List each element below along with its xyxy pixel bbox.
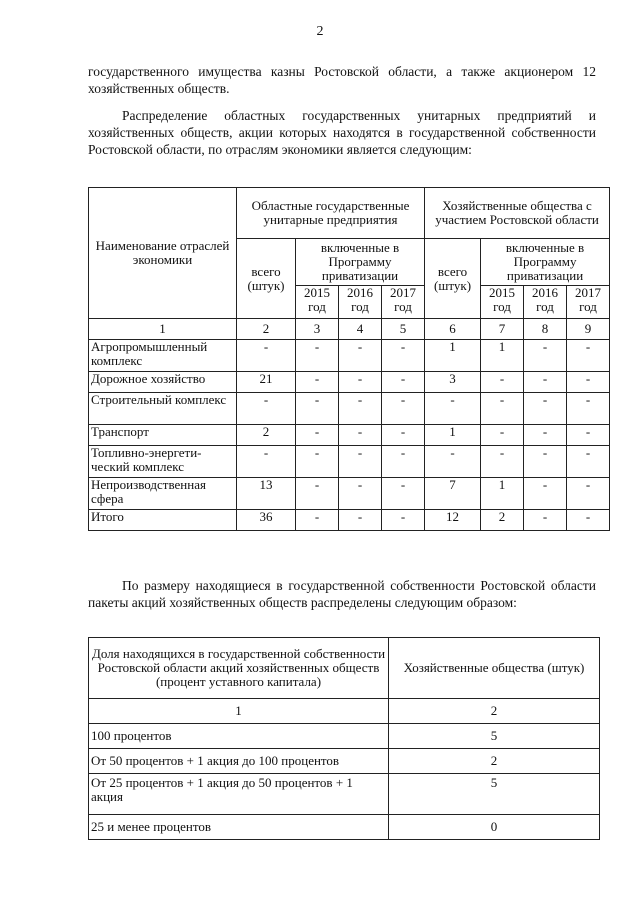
header-group-enterprises: Областные государственные унитарные предприятия — [237, 188, 425, 239]
table-row — [89, 724, 600, 749]
table-cell: - — [382, 510, 425, 531]
table-cell: - — [567, 478, 610, 510]
table-cell: - — [296, 340, 339, 372]
table-cell: - — [296, 425, 339, 446]
column-number: 6 — [425, 319, 481, 340]
table-cell: - — [481, 393, 524, 425]
table-cell: - — [382, 372, 425, 393]
header-year: 2017 год — [382, 286, 425, 319]
table-cell: - — [237, 446, 296, 478]
table-cell: 2 — [237, 425, 296, 446]
column-number: 9 — [567, 319, 610, 340]
table-cell: 36 — [237, 510, 296, 531]
table-cell: - — [296, 446, 339, 478]
table-row — [89, 815, 600, 840]
column-number: 1 — [89, 319, 237, 340]
table-cell: - — [524, 340, 567, 372]
header-companies-count: Хозяйственные общества (штук) — [389, 638, 600, 699]
header-group-companies: Хозяйственные общества с участием Ростовской области — [425, 188, 610, 239]
header-year: 2015 год — [296, 286, 339, 319]
sector-name: Строительный комплекс — [89, 393, 237, 425]
table-cell: - — [339, 478, 382, 510]
table-cell: - — [382, 425, 425, 446]
column-number: 2 — [389, 699, 600, 724]
paragraph-distribution: Распределение областных государственных унитарных предприятий и хозяйственных обществ, акции которых находятся в государственной собственности Ростовской области, по отраслям экономики является следующим: — [88, 108, 596, 157]
table-cell: - — [524, 372, 567, 393]
column-number: 3 — [296, 319, 339, 340]
header-year: 2015 год — [481, 286, 524, 319]
table-cell: - — [382, 393, 425, 425]
page-number: 2 — [316, 24, 324, 39]
table-row — [89, 372, 610, 393]
sectors-table — [88, 187, 610, 531]
companies-count: 5 — [389, 774, 600, 815]
table-cell: - — [481, 446, 524, 478]
table-cell: - — [339, 393, 382, 425]
table-row — [89, 340, 610, 372]
table-cell: - — [567, 446, 610, 478]
column-number: 2 — [237, 319, 296, 340]
table-cell: - — [567, 372, 610, 393]
companies-count: 2 — [389, 749, 600, 774]
table-row — [89, 446, 610, 478]
table-cell: - — [382, 340, 425, 372]
sector-name: Дорожное хозяйство — [89, 372, 237, 393]
share-label: 25 и менее процентов — [89, 815, 389, 840]
table-cell: 7 — [425, 478, 481, 510]
sector-name: Транспорт — [89, 425, 237, 446]
share-label: От 25 процентов + 1 акция до 50 процентов + 1 акция — [89, 774, 389, 815]
table-cell: 21 — [237, 372, 296, 393]
table-cell: - — [524, 393, 567, 425]
table-cell: - — [567, 340, 610, 372]
header-included-1: включенные в Программу приватизации — [296, 239, 425, 286]
table-cell: 1 — [481, 340, 524, 372]
table-cell: 3 — [425, 372, 481, 393]
companies-count: 0 — [389, 815, 600, 840]
header-year: 2017 год — [567, 286, 610, 319]
sector-name: Итого — [89, 510, 237, 531]
table-cell: - — [524, 510, 567, 531]
share-label: 100 процентов — [89, 724, 389, 749]
table-cell: - — [296, 372, 339, 393]
header-total-1: всего (штук) — [237, 239, 296, 319]
column-number: 1 — [89, 699, 389, 724]
table-row — [89, 774, 600, 815]
table-cell: 12 — [425, 510, 481, 531]
table-cell: 1 — [425, 425, 481, 446]
table-cell: - — [481, 425, 524, 446]
table-cell: 1 — [481, 478, 524, 510]
table-cell: - — [382, 446, 425, 478]
table-row — [89, 478, 610, 510]
table-cell: - — [567, 425, 610, 446]
table-row — [89, 425, 610, 446]
table-cell: - — [296, 478, 339, 510]
column-number: 4 — [339, 319, 382, 340]
table-cell: - — [339, 510, 382, 531]
header-sector-name: Наименование отраслей экономики — [89, 188, 237, 319]
table-cell: - — [382, 478, 425, 510]
table-cell: - — [339, 372, 382, 393]
table-cell: 2 — [481, 510, 524, 531]
table-cell: - — [524, 446, 567, 478]
sector-name: Непроизводственная сфера — [89, 478, 237, 510]
header-year: 2016 год — [524, 286, 567, 319]
shares-table — [88, 637, 600, 840]
table-cell: 13 — [237, 478, 296, 510]
table-cell: - — [425, 446, 481, 478]
sector-name: Топливно-энергети-ческий комплекс — [89, 446, 237, 478]
table-cell: - — [524, 478, 567, 510]
table-cell: - — [481, 372, 524, 393]
table-cell: 1 — [425, 340, 481, 372]
table-cell: - — [296, 393, 339, 425]
header-year: 2016 год — [339, 286, 382, 319]
table-cell: - — [237, 340, 296, 372]
table-row — [89, 510, 610, 531]
column-number: 7 — [481, 319, 524, 340]
table-cell: - — [425, 393, 481, 425]
table-row — [89, 749, 600, 774]
header-share: Доля находящихся в государственной собственности Ростовской области акций хозяйственных обществ (процент уставного капитала) — [89, 638, 389, 699]
table-cell: - — [339, 340, 382, 372]
table-cell: - — [524, 425, 567, 446]
table-cell: - — [296, 510, 339, 531]
table-row — [89, 393, 610, 425]
paragraph-share-distribution: По размеру находящиеся в государственной собственности Ростовской области пакеты акций хозяйственных обществ распределены следующим образом: — [88, 578, 596, 610]
header-total-2: всего (штук) — [425, 239, 481, 319]
sector-name: Агропромышленный комплекс — [89, 340, 237, 372]
table-cell: - — [567, 510, 610, 531]
header-included-2: включенные в Программу приватизации — [481, 239, 610, 286]
column-number: 8 — [524, 319, 567, 340]
table-cell: - — [237, 393, 296, 425]
table-cell: - — [339, 425, 382, 446]
share-label: От 50 процентов + 1 акция до 100 процентов — [89, 749, 389, 774]
paragraph-intro: государственного имущества казны Ростовской области, а также акционером 12 хозяйственных обществ. — [88, 64, 596, 96]
table-cell: - — [339, 446, 382, 478]
companies-count: 5 — [389, 724, 600, 749]
table-cell: - — [567, 393, 610, 425]
column-number: 5 — [382, 319, 425, 340]
